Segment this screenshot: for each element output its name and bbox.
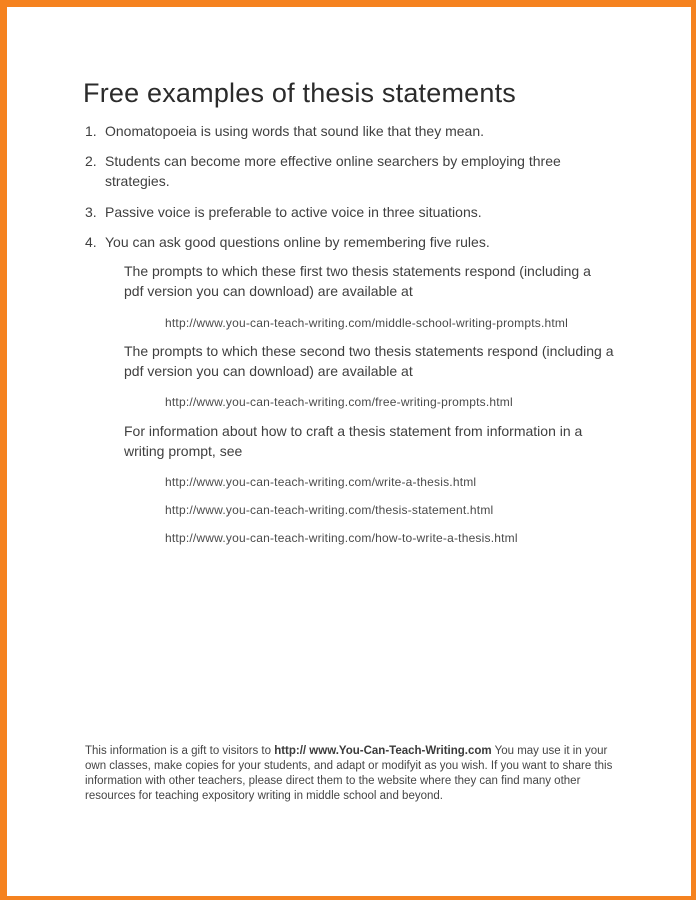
list-item: [85, 232, 575, 252]
url-text: http://www.you-can-teach-writing.com/how-to-write-a-thesis.html: [165, 531, 518, 545]
list-item-number: 2.: [85, 153, 97, 169]
url-text: http://www.you-can-teach-writing.com/write-a-thesis.html: [165, 475, 477, 489]
section-paragraph: The prompts to which these first two thesis statements respond (including a pdf version you can download) are available at: [124, 263, 591, 299]
section-paragraph: The prompts to which these second two thesis statements respond (including a pdf version you can download) are available at: [124, 343, 614, 379]
url-text: http://www.you-can-teach-writing.com/middle-school-writing-prompts.html: [165, 316, 568, 330]
list-item: [85, 151, 575, 191]
list-item-number: 4.: [85, 234, 97, 250]
list-item: [85, 121, 575, 141]
list-item-text: Passive voice is preferable to active voice in three situations.: [105, 204, 482, 220]
footer-note: [85, 744, 617, 804]
footer-text-before: This information is a gift to visitors to: [85, 745, 275, 757]
url-text: http://www.you-can-teach-writing.com/thesis-statement.html: [165, 503, 494, 517]
url-text: http://www.you-can-teach-writing.com/free-writing-prompts.html: [165, 395, 513, 409]
list-item: [85, 202, 575, 222]
list-item-text: Onomatopoeia is using words that sound like that they mean.: [105, 123, 484, 139]
page-title: Free examples of thesis statements: [83, 78, 516, 108]
list-item-number: 3.: [85, 204, 97, 220]
list-item-text: You can ask good questions online by remembering five rules.: [105, 234, 490, 250]
footer-text-after: You may use it in your own classes, make copies for your students, and adapt or modifyit as you wish. If you want to share this information with other teachers, please direct them to the website where they can find many other resources for teaching expository writing in middle school and beyond.: [85, 745, 613, 802]
section-paragraph: For information about how to craft a thesis statement from information in a writing prompt, see: [124, 423, 583, 459]
list-item-number: 1.: [85, 123, 97, 139]
list-item-text: Students can become more effective online searchers by employing three strategies.: [105, 153, 561, 189]
footer-site-name: http:// www.You-Can-Teach-Writing.com: [274, 745, 492, 757]
